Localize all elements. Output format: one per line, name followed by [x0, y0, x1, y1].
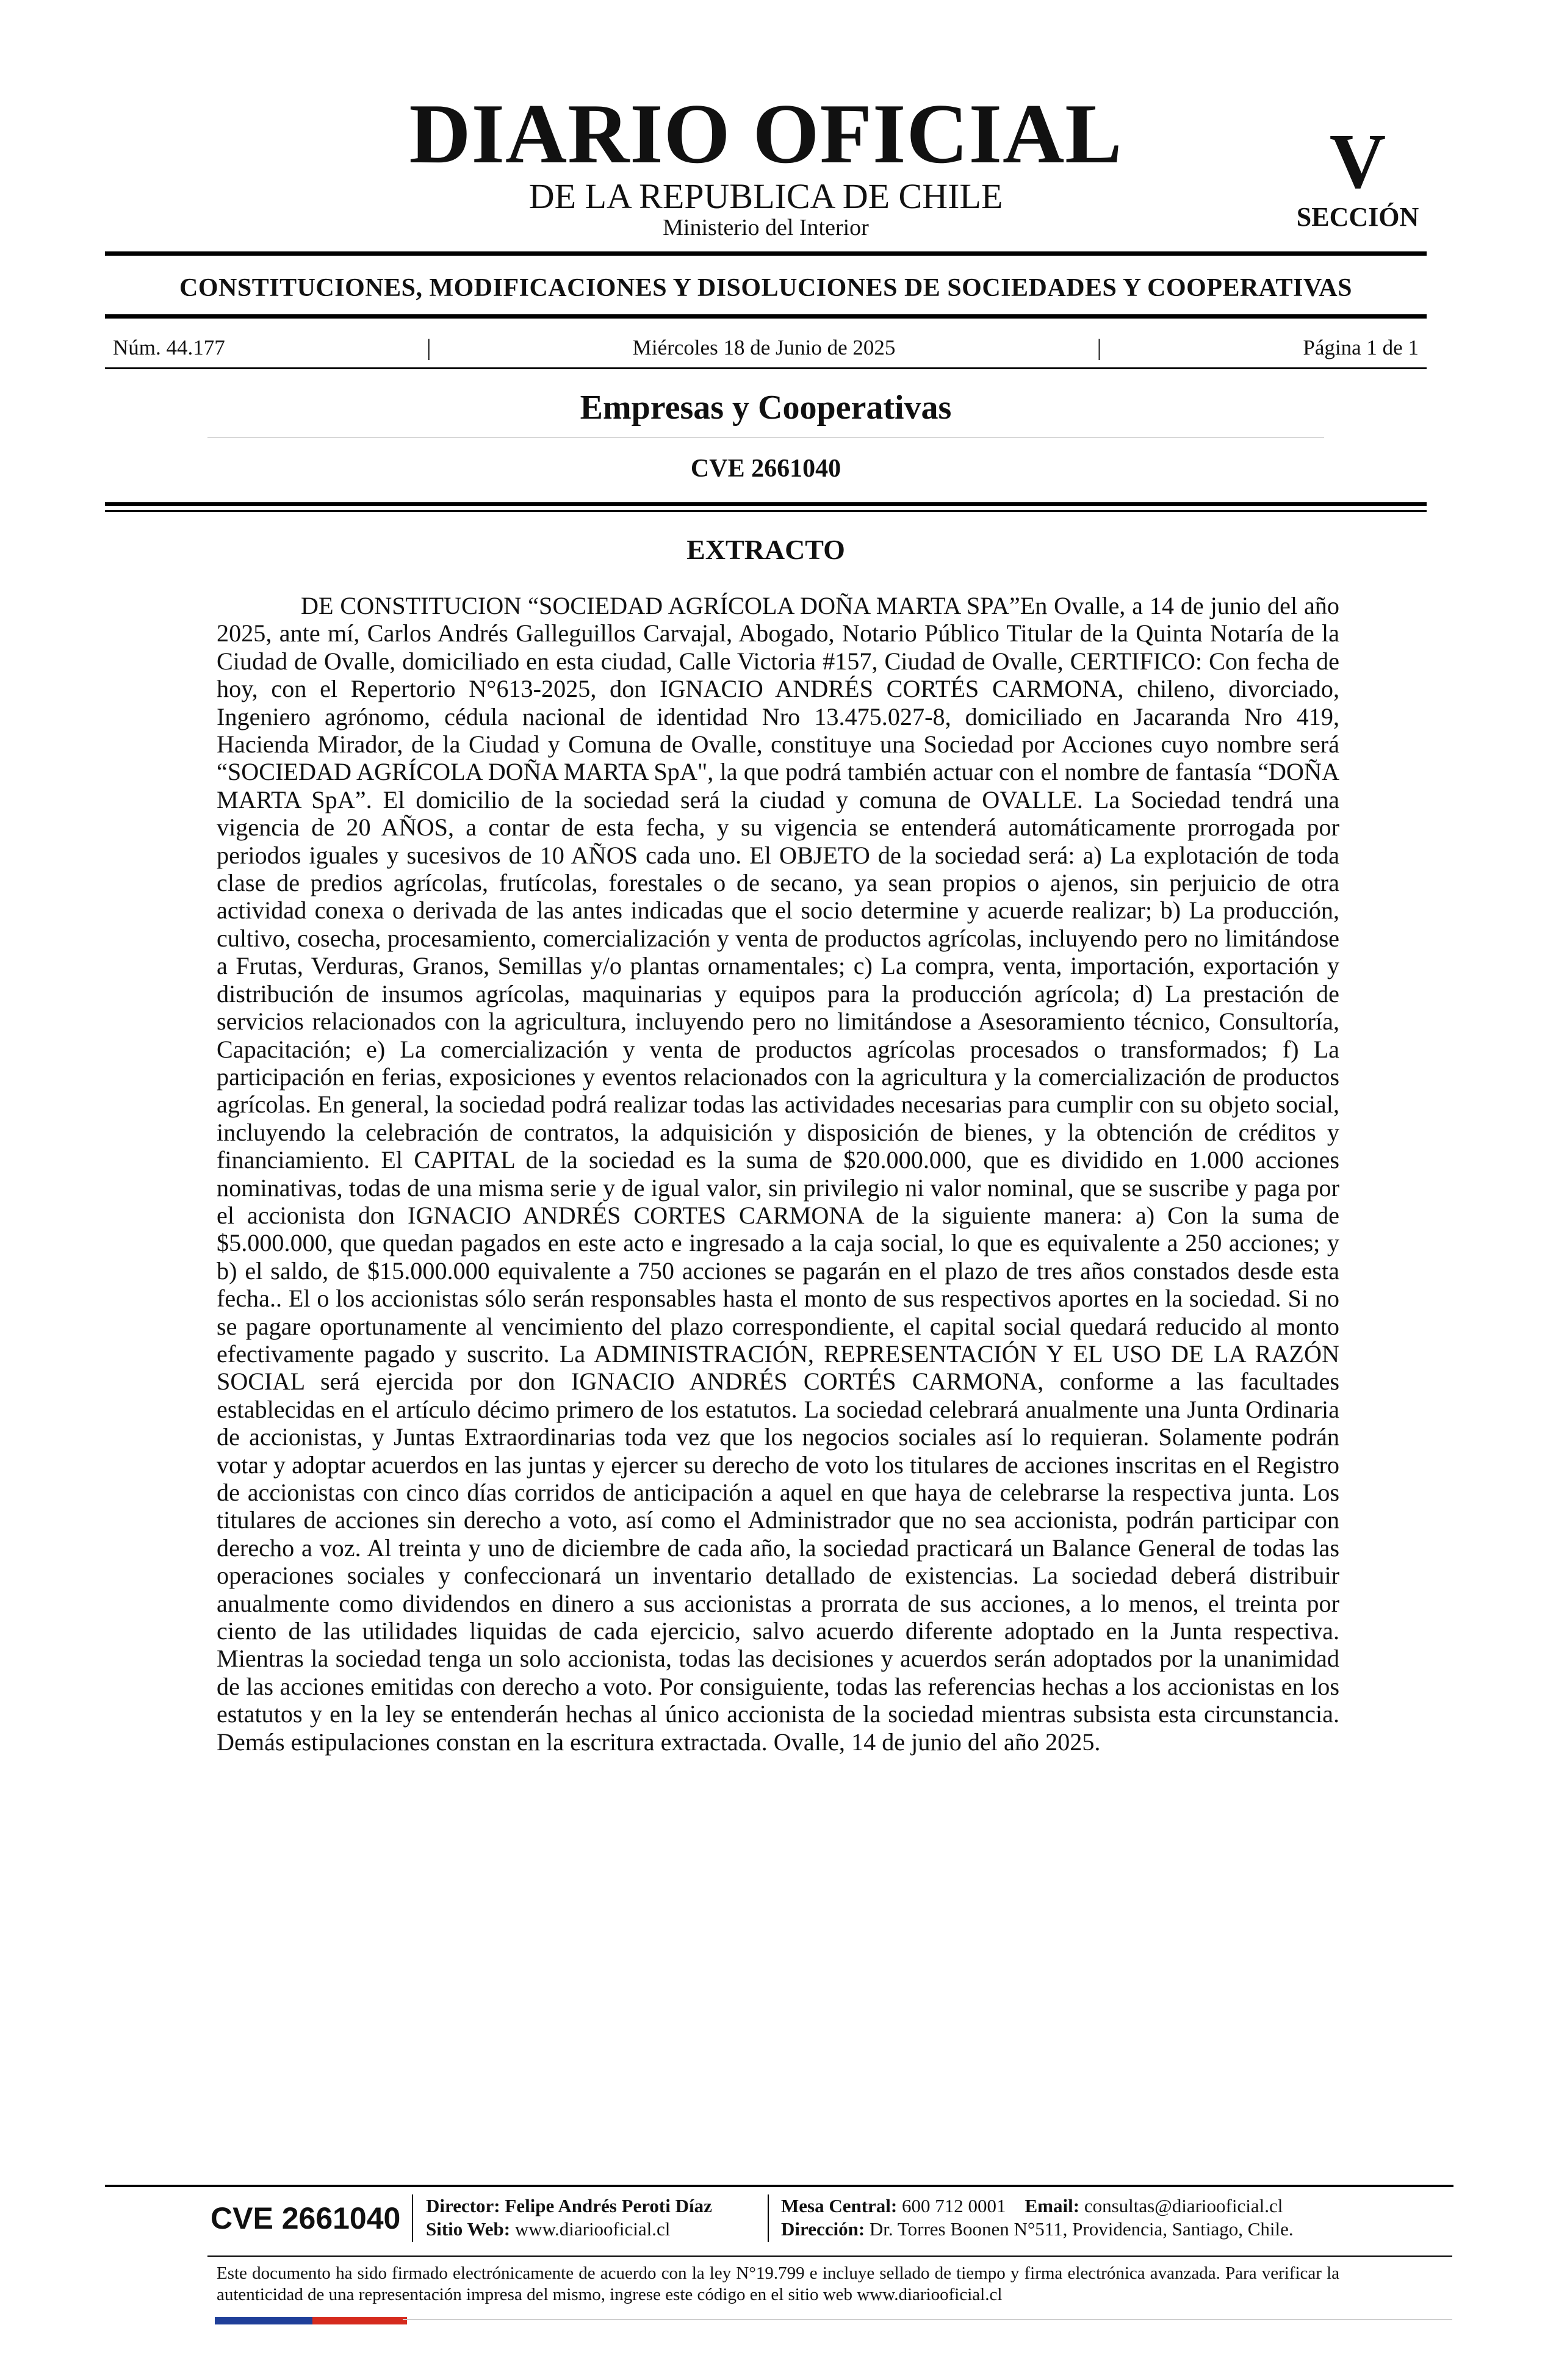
cve-code: CVE 2661040 — [690, 455, 841, 483]
cve-divider-thick — [105, 502, 1427, 506]
extract-title: EXTRACTO — [686, 534, 845, 565]
publication-subtitle: DE LA REPUBLICA DE CHILE — [528, 176, 1003, 216]
info-separator: | — [1097, 335, 1102, 361]
footer-cve-code: CVE 2661040 — [211, 2201, 401, 2235]
signature-footnote: Este documento ha sido firmado electrónicamente de acuerdo con la ley N°19.799 e incluye sellado de tiempo y firma electrónica avanzada. Para verificar la autenticidad de una representación impresa del mismo, ingrese este código en el sitio web www.diariooficial.cl — [217, 2263, 1339, 2304]
category-divider — [105, 314, 1427, 319]
website-label: Sitio Web: — [426, 2218, 511, 2240]
bottom-rule — [403, 2319, 1452, 2320]
issue-date: Miércoles 18 de Junio de 2025 — [632, 336, 896, 359]
director-name: Felipe Andrés Peroti Díaz — [505, 2195, 712, 2216]
email-label: Email: — [1025, 2195, 1080, 2216]
footnote-divider — [207, 2256, 1452, 2257]
issue-info-bar — [113, 334, 1419, 361]
footer-divider — [105, 2185, 1453, 2187]
info-divider — [105, 367, 1427, 369]
cve-divider-thin — [105, 510, 1427, 512]
publication-title: DIARIO OFICIAL — [409, 87, 1123, 181]
flag-stripe-blue — [215, 2317, 312, 2324]
phone-number: 600 712 0001 — [902, 2195, 1006, 2216]
footer-separator — [412, 2194, 413, 2242]
footer-separator — [768, 2194, 769, 2242]
section-label: SECCIÓN — [1296, 202, 1419, 232]
section-title: Empresas y Cooperativas — [580, 389, 952, 427]
address-label: Dirección: — [781, 2218, 865, 2240]
info-separator: | — [426, 335, 431, 361]
email-link[interactable]: consultas@diariooficial.cl — [1084, 2195, 1283, 2216]
director-label: Director: — [426, 2195, 500, 2216]
page-indicator: Página 1 de 1 — [1303, 336, 1419, 359]
section-divider — [207, 437, 1324, 438]
section-letter: V — [1329, 118, 1386, 204]
header-divider — [105, 251, 1427, 256]
category-heading: CONSTITUCIONES, MODIFICACIONES Y DISOLUCIONES DE SOCIEDADES Y COOPERATIVAS — [179, 274, 1352, 302]
footer-contact-left — [426, 2194, 712, 2241]
flag-stripe-red — [312, 2317, 407, 2324]
ministry-label: Ministerio del Interior — [663, 214, 869, 240]
extract-body: DE CONSTITUCION “SOCIEDAD AGRÍCOLA DOÑA MARTA SPA”En Ovalle, a 14 de junio del año 2025, ante mí, Carlos Andrés Galleguillos Carvajal, Abogado, Notario Público Titular de la Quinta Notaría de la Ciudad de Ovalle, domiciliado en esta ciudad, Calle Victoria #157, Ciudad de Ovalle, CERTIFICO: Con fecha de hoy, con el Repertorio N°613-2025, don IGNACIO ANDRÉS CORTÉS CARMONA, chileno, divorciado, Ingeniero agrónomo, cédula nacional de identidad Nro 13.475.027-8, domiciliado en Jacaranda Nro 419, Hacienda Mirador, de la Ciudad y Comuna de Ovalle, constituye una Sociedad por Acciones cuyo nombre será “SOCIEDAD AGRÍCOLA DOÑA MARTA SpA", la que podrá también actuar con el nombre de fantasía “DOÑA MARTA SpA”. El domicilio de la sociedad será la ciudad y comuna de OVALLE. La Sociedad tendrá una vigencia de 20 AÑOS, a contar de esta fecha, y su vigencia se entenderá automáticamente prorrogada por periodos iguales y sucesivos de 10 AÑOS cada uno. El OBJETO de la sociedad será: a) La explotación de toda clase de predios agrícolas, frutícolas, forestales o de secano, ya sean propios o ajenos, sin perjuicio de otra actividad conexa o derivada de las antes indicadas que el socio determine y acuerde realizar; b) La producción, cultivo, cosecha, procesamiento, comercialización y venta de productos agrícolas, incluyendo pero no limitándose a Frutas, Verduras, Granos, Semillas y/o plantas ornamentales; c) La compra, venta, importación, exportación y distribución de insumos agrícolas, maquinarias y equipos para la producción agrícola; d) La prestación de servicios relacionados con la agricultura, incluyendo pero no limitándose a Asesoramiento técnico, Consultoría, Capacitación; e) La comercialización y venta de productos agrícolas procesados o transformados; f) La participación en ferias, exposiciones y eventos relacionados con la agricultura y la comercialización de productos agrícolas. En general, la sociedad podrá realizar todas las actividades necesarias para cumplir con su objeto social, incluyendo la celebración de contratos, la adquisición y disposición de bienes, y la obtención de créditos y financiamiento. El CAPITAL de la sociedad es la suma de $20.000.000, que es dividido en 1.000 acciones nominativas, todas de una misma serie y de igual valor, sin privilegio ni valor nominal, que se suscribe y paga por el accionista don IGNACIO ANDRÉS CORTES CARMONA de la siguiente manera: a) Con la suma de $5.000.000, que quedan pagados en este acto e ingresado a la caja social, lo que es equivalente a 250 acciones; y b) el saldo, de $15.000.000 equivalente a 750 acciones se pagarán en el plazo de tres años constados desde esta fecha.. El o los accionistas sólo serán responsables hasta el monto de sus respectivos aportes en la sociedad. Si no se pagare oportunamente al vencimiento del plazo correspondiente, el capital social quedará reducido al monto efectivamente pagado y suscrito. La ADMINISTRACIÓN, REPRESENTACIÓN Y EL USO DE LA RAZÓN SOCIAL será ejercida por don IGNACIO ANDRÉS CORTÉS CARMONA, conforme a las facultades establecidas en el artículo décimo primero de los estatutos. La sociedad celebrará anualmente una Junta Ordinaria de accionistas, y Juntas Extraordinarias toda vez que los negocios sociales así lo requieran. Solamente podrán votar y adoptar acuerdos en las juntas y ejercer su derecho de voto los titulares de acciones inscritas en el Registro de accionistas con cinco días corridos de anticipación a aquel en que haya de celebrarse la respectiva junta. Los titulares de acciones sin derecho a voto, así como el Administrador que no sea accionista, podrán participar con derecho a voz. Al treinta y uno de diciembre de cada año, la sociedad practicará un Balance General de todas las operaciones sociales y confeccionará un inventario detallado de existencias. La sociedad deberá distribuir anualmente como dividendos en dinero a sus accionistas a prorrata de sus acciones, a lo menos, el treinta por ciento de las utilidades liquidas de cada ejercicio, salvo acuerdo diferente adoptado en la Junta respectiva. Mientras la sociedad tenga un solo accionista, todas las decisiones y acuerdos serán adoptados por la unanimidad de las acciones emitidas con derecho a voto. Por consiguiente, todas las referencias hechas a los accionistas en los estatutos y en la ley se entenderán hechas al único accionista de la sociedad mientras subsista esta circunstancia. Demás estipulaciones constan en la escritura extractada. Ovalle, 14 de junio del año 2025. — [217, 592, 1339, 1756]
phone-label: Mesa Central: — [781, 2195, 898, 2216]
footer-contact-right — [781, 2194, 1294, 2241]
address-value: Dr. Torres Boonen N°511, Providencia, Santiago, Chile. — [869, 2218, 1294, 2240]
website-link[interactable]: www.diariooficial.cl — [514, 2218, 671, 2240]
issue-number: Núm. 44.177 — [113, 336, 225, 359]
section-indicator — [1291, 118, 1425, 232]
